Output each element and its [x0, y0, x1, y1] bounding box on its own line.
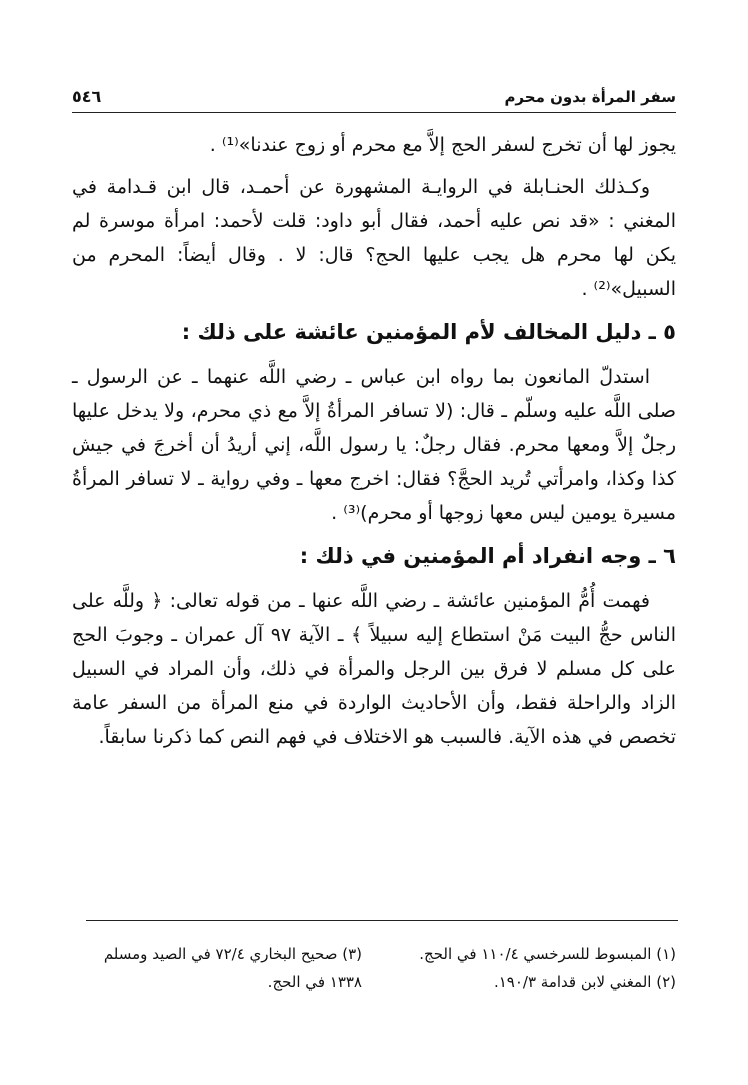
paragraph-evidence: استدلّ المانعون بما رواه ابن عباس ـ رضي اللَّه عنهما ـ عن الرسول ـ صلى اللَّه عليه وسلّم ـ قال: (لا تسافر المرأةُ إلاَّ مع ذي محرم، ولا يدخل عليها رجلٌ إلاَّ ومعها محرم. فقال رجلٌ: يا رسول اللَّه، إني أريدُ أن أخرجَ في جيش كذا وكذا، وامرأتي تُريد الحجَّ؟ فقال: اخرج معها ـ وفي رواية ـ لا تسافر المرأةُ مسيرة يومين ليس معها زوجها أو محرم)⁽³⁾ .	[72, 366, 676, 524]
running-header	[72, 86, 676, 112]
header-rule	[72, 112, 676, 113]
section-heading-6: ٦ ـ وجه انفراد أم المؤمنين في ذلك :	[299, 544, 676, 568]
paragraph-hanabila: وكـذلك الحنـابلة في الروايـة المشهورة عن أحمـد، قال ابن قـدامة في المغني : «قد نص عليه أحمد، فقال أبو داود: قلت لأحمد: امرأة موسرة لم يكن لها محرم هل يجب عليها الحج؟ قال: لا . وقال أيضاً: المحرم من السبيل»⁽²⁾ .	[72, 176, 676, 300]
footnote-2: (٢) المغني لابن قدامة ١٩٠/٣.	[493, 973, 676, 991]
footnote-rule	[86, 920, 678, 921]
section-heading-5: ٥ ـ دليل المخالف لأم المؤمنين عائشة على ذلك :	[181, 320, 676, 344]
footnote-3-continuation: ١٣٣٨ في الحج.	[267, 973, 362, 991]
footnotes-left-column	[72, 940, 362, 996]
paragraph-continuation: يجوز لها أن تخرج لسفر الحج إلاَّ مع محرم أو زوج عندنا»⁽¹⁾ .	[209, 134, 676, 156]
footnote-1: (١) المبسوط للسرخسي ١١٠/٤ في الحج.	[419, 945, 676, 963]
page-number: ٥٤٦	[72, 87, 102, 106]
main-text	[72, 128, 676, 762]
footnote-3: (٣) صحيح البخاري ٧٢/٤ في الصيد ومسلم	[103, 945, 362, 963]
footnotes-right-column	[386, 940, 676, 996]
paragraph-aisha-view: فهمت أُمُّ المؤمنين عائشة ـ رضي اللَّه عنها ـ من قوله تعالى: ﴿ وللَّه على الناس حجُّ البيت مَنْ استطاع إليه سبيلاً ﴾ ـ الآية ٩٧ آل عمران ـ وجوبَ الحج على كل مسلم لا فرق بين الرجل والمرأة في ذلك، وأن المراد في السبيل الزاد والراحلة فقط، وأن الأحاديث الواردة في منع المرأة من السفر عامة تخصص في هذه الآية. فالسبب هو الاختلاف في فهم النص كما ذكرنا سابقاً.	[72, 590, 676, 748]
running-title: سفر المرأة بدون محرم	[504, 88, 676, 106]
